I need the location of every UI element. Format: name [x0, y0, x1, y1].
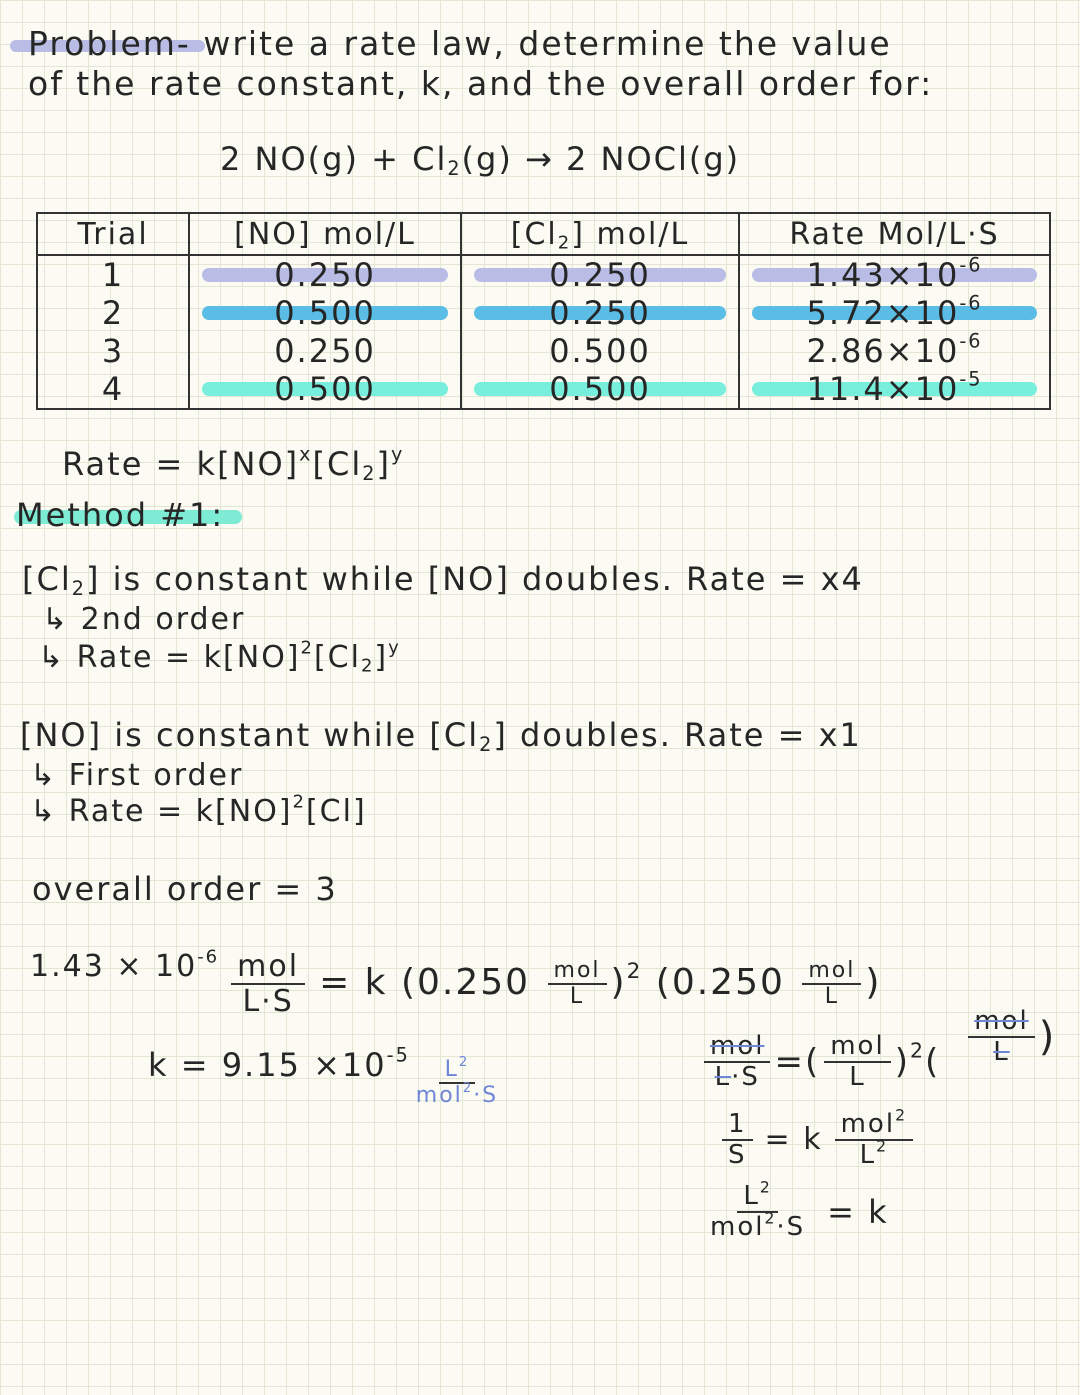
- units-lhs: $\frac{\text{mol}}{L\cdot S}$: [704, 1032, 770, 1091]
- header-cl2: $[Cl_2]$ mol/L: [461, 213, 739, 255]
- header-no: [NO] mol/L: [189, 213, 461, 255]
- header-trial: Trial: [37, 213, 189, 255]
- units-line3: $\frac{L^2}{mol^2\cdot S}$ = k: [710, 1178, 889, 1242]
- reaction-arrow: →: [525, 140, 554, 178]
- trial-cell: 1: [37, 255, 189, 294]
- cl2-cell: 0.250: [461, 294, 739, 332]
- step2-law: ↳ Rate = k[NO]$^2$[Cl]: [30, 791, 367, 829]
- k-unit: $\frac{L^2}{mol^2\cdot S}$: [415, 1055, 499, 1109]
- trial-cell: 3: [37, 332, 189, 370]
- no-cell: 0.250: [189, 332, 461, 370]
- trial-cell: 2: [37, 294, 189, 332]
- rate-value: $1.43 \times 10^{-6}$: [30, 946, 220, 984]
- k-calculation: [30, 946, 882, 1019]
- reactant-no: 2 NO(g): [220, 140, 359, 178]
- calc-rhs: = k (0.250 $\frac{\text{mol}}{L}$ )$^2$ (0.250 $\frac{\text{mol}}{L}$ ): [319, 957, 882, 1009]
- overall-order: overall order = 3: [32, 870, 338, 908]
- no-cell: 0.500: [189, 294, 461, 332]
- units-line1: $\frac{\text{mol}}{L\cdot S}$ =( $\frac{\text{mol}}{L}$ )$^2$( $\frac{\text{mol}}{L}$ ): [700, 1032, 1056, 1091]
- problem-label: Problem-: [28, 24, 191, 63]
- table-row: [37, 332, 1050, 370]
- rate-unit: $\frac{\text{mol}}{L\cdot S}$: [231, 950, 305, 1018]
- problem-text-line1: write a rate law, determine the value: [203, 24, 892, 63]
- plus-sign: +: [371, 140, 400, 178]
- problem-statement-line1: [28, 24, 892, 63]
- k-value: $k = 9.15 \times 10^{-5}$: [148, 1043, 410, 1085]
- trial-cell: 4: [37, 370, 189, 409]
- reactant-cl2: $Cl_2(g)$: [412, 140, 513, 180]
- rate-cell: $11.4\times 10^{-5}$: [739, 370, 1050, 409]
- method-title: Method #1:: [16, 496, 225, 534]
- rate-cell: $5.72\times 10^{-6}$: [739, 294, 1050, 332]
- product-nocl: 2 NOCl(g): [565, 140, 741, 178]
- header-rate: Rate Mol/L·S: [739, 213, 1050, 255]
- units-line2: $\frac{1}{S}$ = k $\frac{mol^2}{L^2}$: [718, 1110, 917, 1169]
- table-row: [37, 255, 1050, 294]
- k-result: [148, 1022, 502, 1108]
- general-rate-law: Rate = $k[NO]^x[Cl_2]^y$: [62, 442, 405, 485]
- rate-data-table: [36, 212, 1051, 410]
- step1-statement: $[Cl_2]$ is constant while [NO] doubles. Rate = x4: [22, 560, 864, 600]
- reaction-equation: [220, 140, 740, 178]
- no-cell: 0.500: [189, 370, 461, 409]
- cl2-cell: 0.500: [461, 370, 739, 409]
- rate-cell: $2.86\times 10^{-6}$: [739, 332, 1050, 370]
- cl2-cell: 0.250: [461, 255, 739, 294]
- table-row: [37, 294, 1050, 332]
- problem-text-line2: of the rate constant, k, and the overall order for:: [28, 64, 934, 103]
- step1-order: ↳ 2nd order: [42, 602, 246, 637]
- table-row: [37, 370, 1050, 409]
- rate-cell: $1.43\times 10^{-6}$: [739, 255, 1050, 294]
- step2-order: ↳ First order: [30, 758, 244, 793]
- step1-law: ↳ Rate = $k[NO]^2[Cl_2]^y$: [38, 637, 401, 677]
- table-header-row: [37, 213, 1050, 255]
- cl2-cell: 0.500: [461, 332, 739, 370]
- step2-statement: [NO] is constant while $[Cl_2]$ doubles. Rate = x1: [20, 716, 862, 756]
- no-cell: 0.250: [189, 255, 461, 294]
